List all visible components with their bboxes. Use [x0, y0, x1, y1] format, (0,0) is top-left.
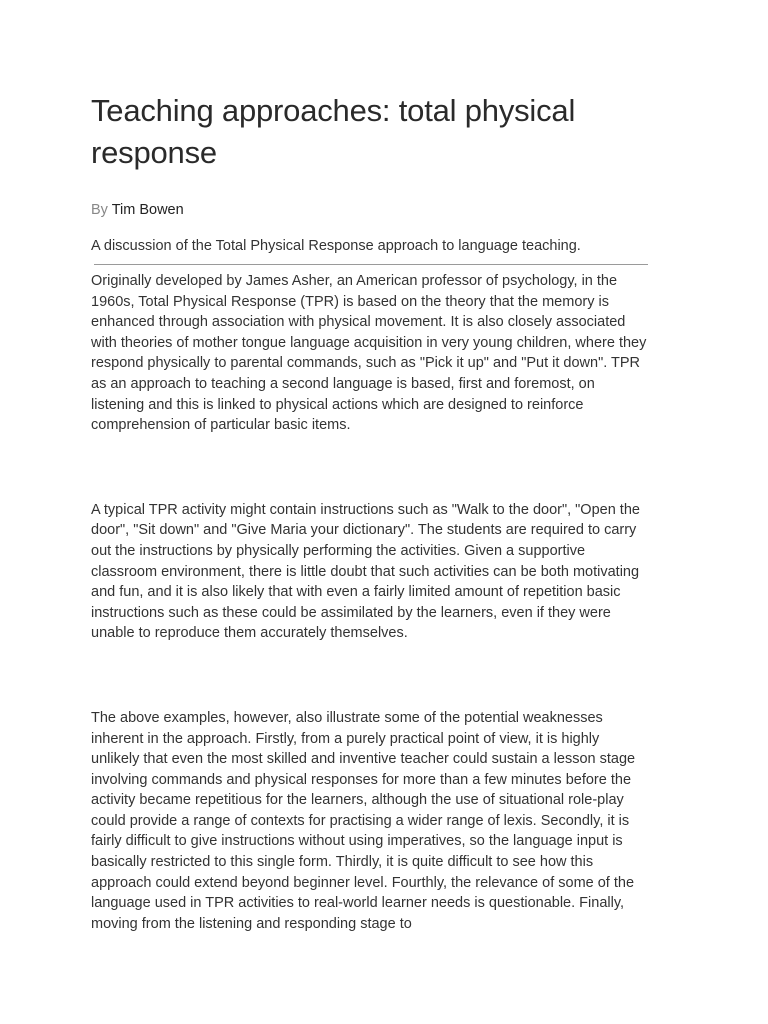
article: [91, 90, 651, 934]
standfirst: A discussion of the Total Physical Response approach to language teaching.: [91, 238, 581, 254]
byline-prefix: By: [91, 202, 108, 218]
divider: [94, 264, 648, 265]
body-paragraph-2: A typical TPR activity might contain instructions such as "Walk to the door", "Open the door", "Sit down" and "Give Maria your dictionary". The students are required to carry out the instructions by physically performing the activities. Given a supportive classroom environment, there is little doubt that such activities can be both motivating and fun, and it is also likely that with even a fairly limited amount of repetition basic instructions such as these could be assimilated by the learners, even if they were unable to reproduce them accurately themselves.: [91, 501, 640, 642]
body-paragraph-1: Originally developed by James Asher, an American professor of psychology, in the 1960s, Total Physical Response (TPR) is based on the theory that the memory is enhanced through association with physical movement. It is also closely associated with theories of mother tongue language acquisition in very young children, where they respond physically to parental commands, such as "Pick it up" and "Put it down". TPR as an approach to teaching a second language is based, first and foremost, on listening and this is linked to physical actions which are designed to reinforce comprehension of particular basic items.: [91, 273, 647, 434]
byline: [91, 200, 651, 220]
author-name: Tim Bowen: [111, 202, 184, 218]
body-paragraph-3: The above examples, however, also illustrate some of the potential weaknesses inherent in the approach. Firstly, from a purely practical point of view, it is highly unlikely that even the most skilled and inventive teacher could sustain a lesson stage involving commands and physical responses for more than a few minutes before the activity became repetitious for the learners, although the use of situational role-play could provide a range of contexts for practising a wider range of lexis. Secondly, it is fairly difficult to give instructions without using imperatives, so the language input is basically restricted to this single form. Thirdly, it is quite difficult to see how this approach could extend beyond beginner level. Fourthly, the relevance of some of the language used in TPR activities to real-world learner needs is questionable. Finally, moving from the listening and responding stage to: [91, 709, 636, 932]
article-title: Teaching approaches: total physical response: [91, 93, 576, 170]
